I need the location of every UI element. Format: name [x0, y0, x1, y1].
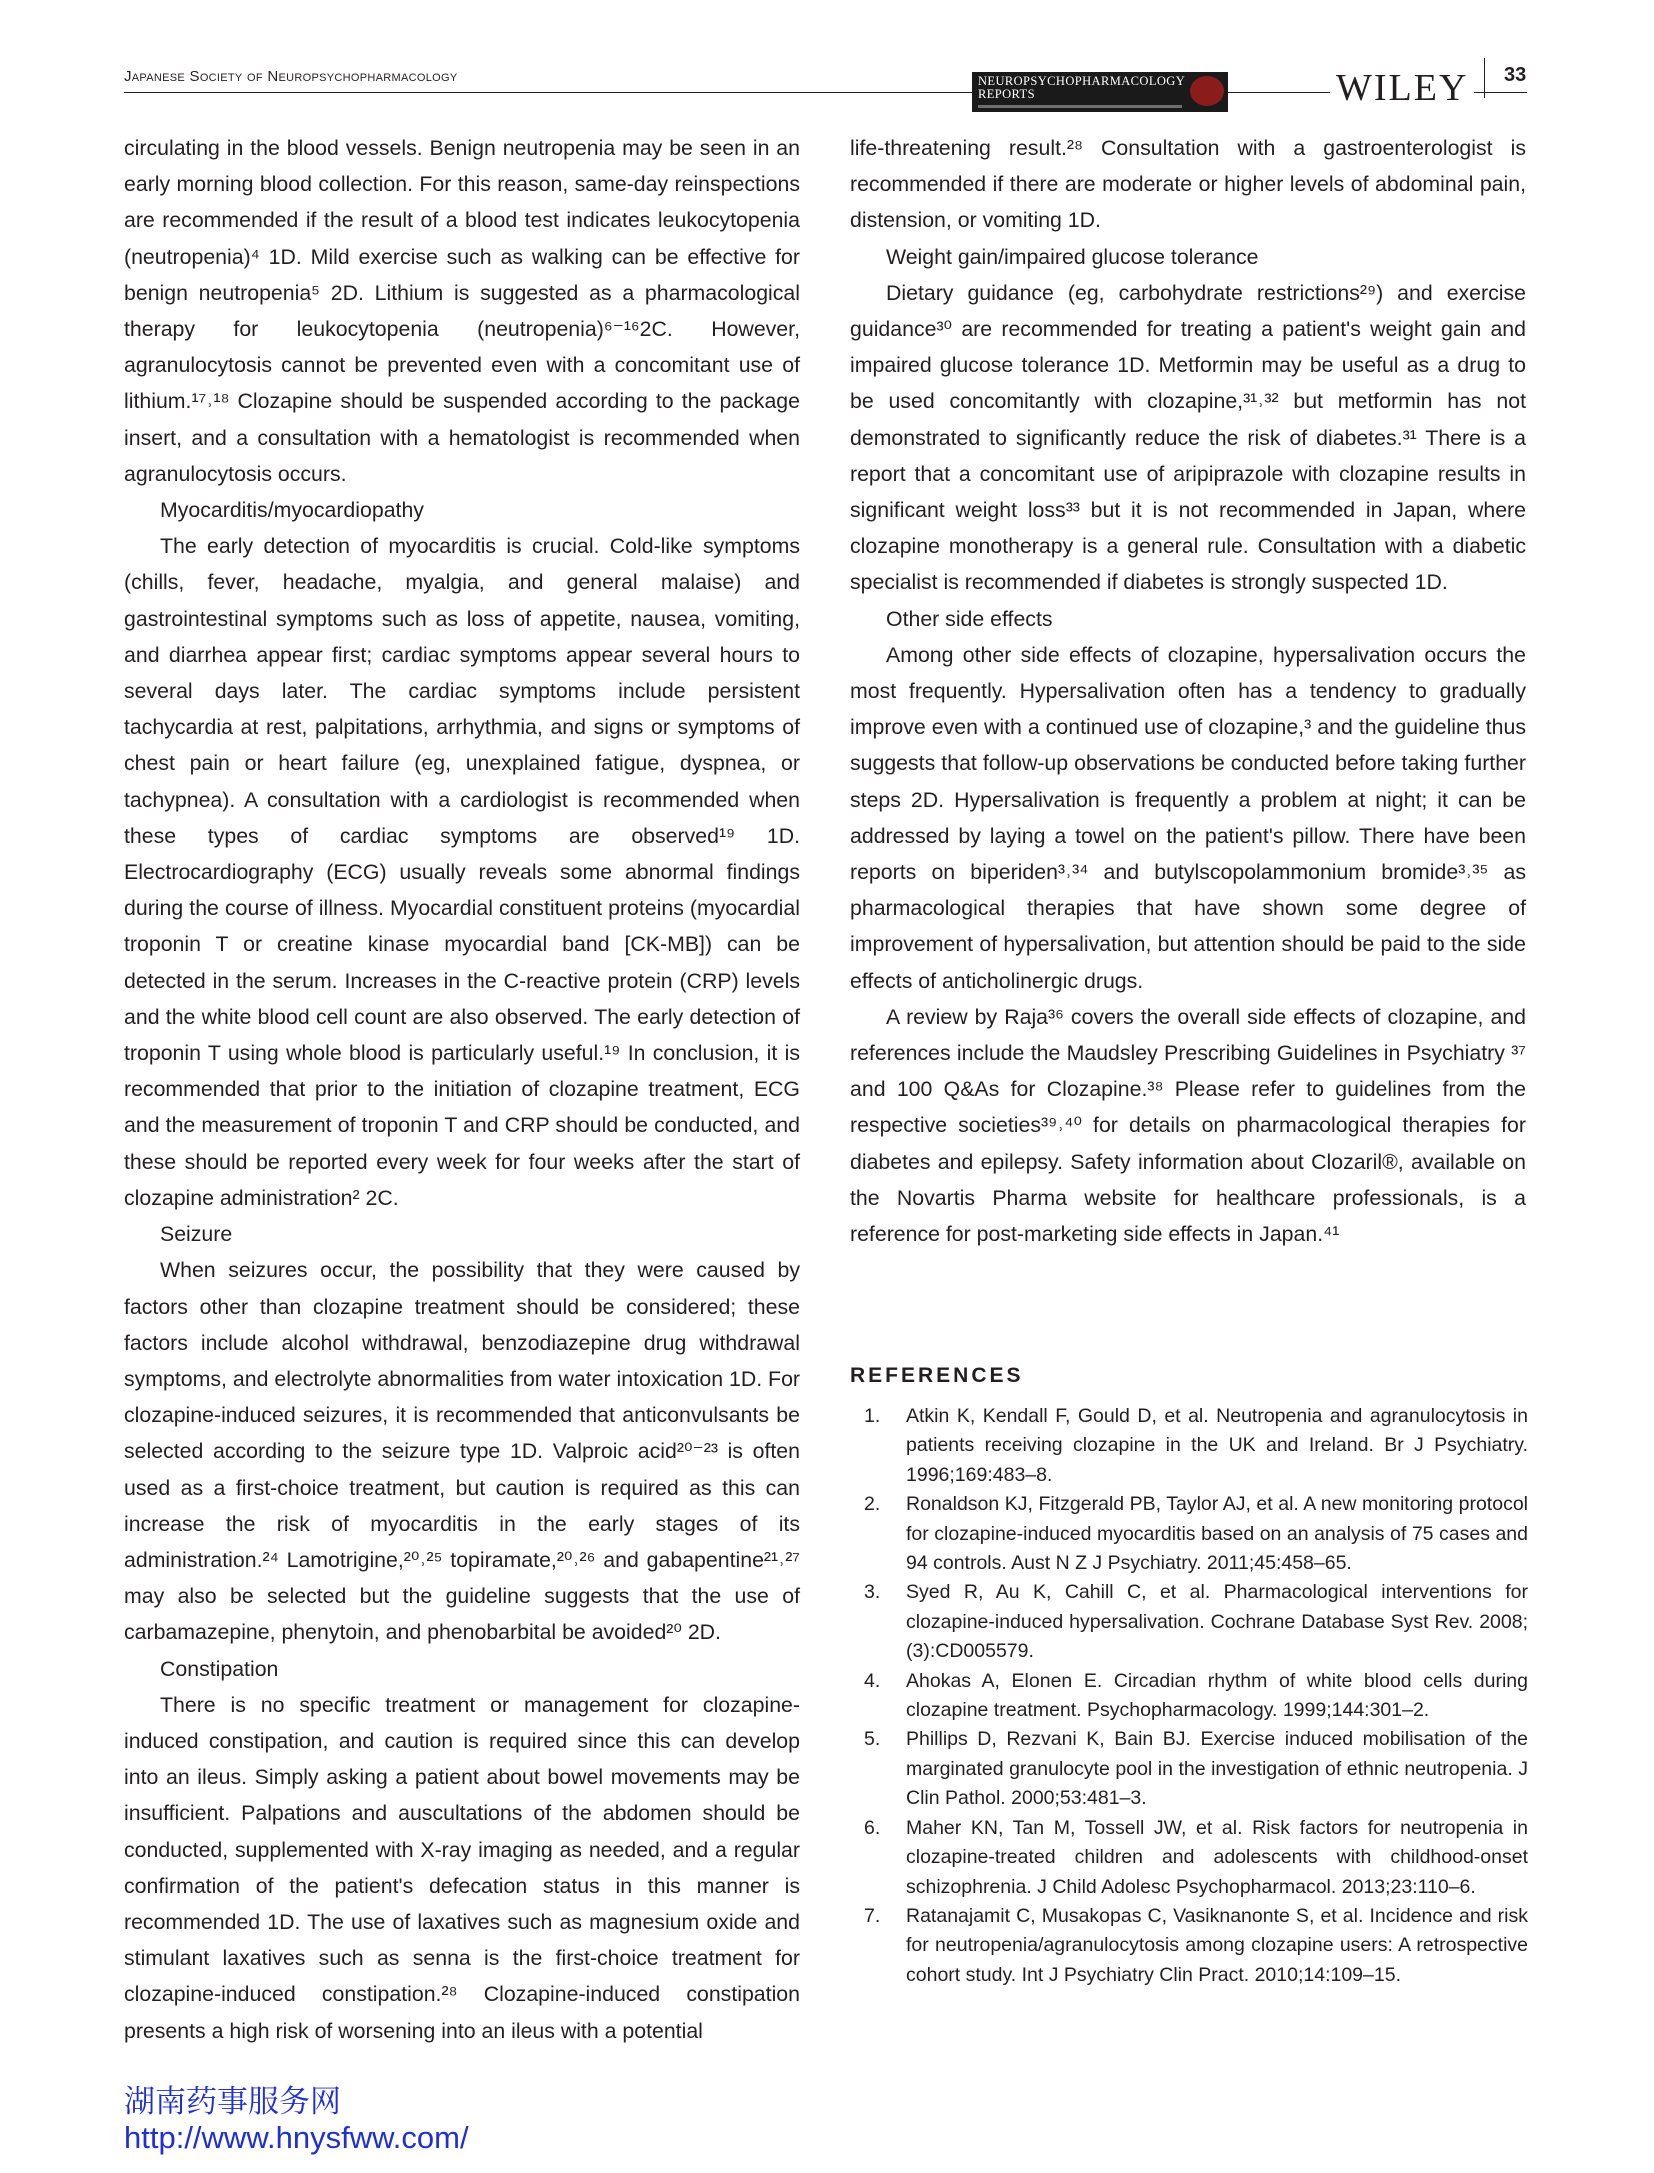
reference-item — [850, 1667, 1528, 1726]
reference-item — [850, 1490, 1528, 1578]
heading-constipation: Constipation — [160, 1656, 279, 1681]
heading-myocarditis: Myocarditis/myocardiopathy — [160, 498, 424, 523]
page-number: 33 — [1504, 64, 1527, 86]
society-header: Japanese Society of Neuropsychopharmacology — [124, 68, 458, 85]
references-title: REFERENCES — [850, 1364, 1024, 1387]
reference-number: 1. — [864, 1405, 881, 1427]
reference-number: 5. — [864, 1728, 881, 1751]
reference-item — [850, 1814, 1528, 1902]
reference-text: Atkin K, Kendall F, Gould D, et al. Neutropenia and agranulocytosis in patients receiving clozapine in the UK and Ireland. Br J Psychiatry. 1996;169:483–8. — [906, 1405, 1528, 1486]
watermark — [124, 2084, 469, 2156]
paragraph-constipation: There is no specific treatment or management for clozapine-induced constipation, and caution is required since this can develop into an ileus. Simply asking a patient about bowel movements may be insufficient. Palpations and auscultations of the abdomen should be conducted, supplemented with X-ray imaging as needed, and a regular confirmation of the patient's defecation status in this manner is recommended 1D. The use of laxatives such as magnesium oxide and stimulant laxatives such as senna is the first-choice treatment for clozapine-induced constipation.²⁸ Clozapine-induced constipation presents a high risk of worsening into an ileus with a potential — [124, 1692, 800, 2043]
journal-title-line2: REPORTS — [978, 87, 1035, 101]
paragraph-other-side-effects: Among other side effects of clozapine, hypersalivation occurs the most frequently. Hypersalivation often has a tendency to gradually improve even with a continued use of clozapine,³ and the guideline thus suggests that follow-up observations be conducted before taking further steps 2D. Hypersalivation is frequently a problem at night; it can be addressed by laying a towel on the patient's pillow. There have been reports on biperiden³˒³⁴ and butylscopolammonium bromide³˒³⁵ as pharmacological therapies that have shown some degree of improvement of hypersalivation, but attention should be paid to the side effects of anticholinergic drugs. — [850, 642, 1526, 993]
brain-icon — [1190, 76, 1224, 106]
watermark-site-name: 湖南药事服务网 — [124, 2084, 341, 2120]
paragraph-review: A review by Raja³⁶ covers the overall side effects of clozapine, and references include the Maudsley Prescribing Guidelines in Psychiatry ³⁷ and 100 Q&As for Clozapine.³⁸ Please refer to guidelines from the respective societies³⁹˒⁴⁰ for details on pharmacological therapies for diabetes and epilepsy. Safety information about Clozaril®, available on the Novartis Pharma website for healthcare professionals, is a reference for post-marketing side effects in Japan.⁴¹ — [850, 1004, 1526, 1247]
journal-bar — [978, 105, 1182, 108]
page-number-rule — [1484, 58, 1485, 98]
paragraph-myocarditis: The early detection of myocarditis is crucial. Cold-like symptoms (chills, fever, headache, myalgia, and general malaise) and gastrointestinal symptoms such as loss of appetite, nausea, vomiting, and diarrhea appear first; cardiac symptoms appear several hours to several days later. The cardiac symptoms include persistent tachycardia at rest, palpitations, arrhythmia, and signs or symptoms of chest pain or heart failure (eg, unexplained fatigue, dyspnea, or tachypnea). A consultation with a cardiologist is recommended when these types of cardiac symptoms are observed¹⁹ 1D. Electrocardiography (ECG) usually reveals some abnormal findings during the course of illness. Myocardial constituent proteins (myocardial troponin T or creatine kinase myocardial band [CK-MB]) can be detected in the serum. Increases in the C-reactive protein (CRP) levels and the white blood cell count are also observed. The early detection of troponin T using whole blood is particularly useful.¹⁹ In conclusion, it is recommended that prior to the initiation of clozapine treatment, ECG and the measurement of troponin T and CRP should be conducted, and these should be reported every week for four weeks after the start of clozapine administration² 2C. — [124, 534, 800, 1210]
paragraph-ileus: life-threatening result.²⁸ Consultation with a gastroenterologist is recommended if there are moderate or higher levels of abdominal pain, distension, or vomiting 1D. — [850, 136, 1526, 233]
reference-item — [850, 1902, 1528, 1990]
reference-number: 2. — [864, 1493, 881, 1516]
reference-text: Ahokas A, Elonen E. Circadian rhythm of white blood cells during clozapine treatment. Psychopharmacology. 1999;144:301–2. — [906, 1669, 1528, 1722]
left-column — [124, 130, 800, 2049]
paragraph-weight: Dietary guidance (eg, carbohydrate restrictions²⁹) and exercise guidance³⁰ are recommended for treating a patient's weight gain and impaired glucose tolerance 1D. Metformin may be useful as a drug to be used concomitantly with clozapine,³¹˒³² but metformin has not demonstrated to significantly reduce the risk of diabetes.³¹ There is a report that a concomitant use of aripiprazole with clozapine results in significant weight loss³³ but it is not recommended in Japan, where clozapine monotherapy is a general rule. Consultation with a diabetic specialist is recommended if diabetes is strongly suspected 1D. — [850, 280, 1526, 595]
reference-number: 7. — [864, 1904, 881, 1927]
reference-text: Ronaldson KJ, Fitzgerald PB, Taylor AJ, et al. A new monitoring protocol for clozapine-induced myocarditis based on an analysis of 75 cases and 94 controls. Aust N Z J Psychiatry. 2011;45:458–65. — [906, 1493, 1528, 1575]
wiley-dash — [1304, 92, 1332, 93]
reference-item — [850, 1578, 1528, 1666]
heading-seizure: Seizure — [160, 1222, 233, 1247]
heading-other-side-effects: Other side effects — [886, 606, 1053, 631]
heading-weight: Weight gain/impaired glucose tolerance — [886, 244, 1259, 269]
reference-text: Phillips D, Rezvani K, Bain BJ. Exercise induced mobilisation of the marginated granulocyte pool in the investigation of ethnic neutropenia. J Clin Pathol. 2000;53:481–3. — [906, 1728, 1528, 1810]
reference-number: 3. — [864, 1581, 881, 1604]
reference-number: 6. — [864, 1816, 881, 1839]
journal-title-line1: NEUROPSYCHOPHARMACOLOGY — [978, 74, 1186, 88]
paragraph-seizure: When seizures occur, the possibility that they were caused by factors other than clozapine treatment should be considered; these factors include alcohol withdrawal, benzodiazepine drug withdrawal symptoms, and electrolyte abnormalities from water intoxication 1D. For clozapine-induced seizures, it is recommended that anticonvulsants be selected according to the seizure type 1D. Valproic acid²⁰⁻²³ is often used as a first-choice treatment, but caution is required as this can increase the risk of myocarditis in the early stages of its administration.²⁴ Lamotrigine,²⁰˒²⁵ topiramate,²⁰˒²⁶ and gabapentine²¹˒²⁷ may also be selected but the guideline suggests that the use of carbamazepine, phenytoin, and phenobarbital be avoided²⁰ 2D. — [124, 1258, 800, 1645]
journal-logo — [972, 72, 1228, 112]
publisher-logo: WILEY — [1330, 66, 1474, 110]
reference-text: Ratanajamit C, Musakopas C, Vasiknanonte S, et al. Incidence and risk for neutropenia/agranulocytosis among clozapine users: A retrospective cohort study. Int J Psychiatry Clin Pract. 2010;14:109–15. — [906, 1904, 1528, 1986]
references-list — [850, 1402, 1528, 1990]
watermark-url-link[interactable]: http://www.hnysfww.com/ — [124, 2120, 469, 2155]
right-column — [850, 130, 1526, 1252]
reference-item — [850, 1725, 1528, 1813]
reference-text: Syed R, Au K, Cahill C, et al. Pharmacological interventions for clozapine-induced hypersalivation. Cochrane Database Syst Rev. 2008;(3):CD005579. — [906, 1581, 1528, 1663]
reference-item — [850, 1402, 1528, 1490]
reference-number: 4. — [864, 1669, 881, 1692]
reference-text: Maher KN, Tan M, Tossell JW, et al. Risk factors for neutropenia in clozapine-treated children and adolescents with childhood-onset schizophrenia. J Child Adolesc Psychopharmacol. 2013;23:110–6. — [906, 1816, 1528, 1898]
paragraph-neutropenia: circulating in the blood vessels. Benign neutropenia may be seen in an early morning blood collection. For this reason, same-day reinspections are recommended if the result of a blood test indicates leukocytopenia (neutropenia)⁴ 1D. Mild exercise such as walking can be effective for benign neutropenia⁵ 2D. Lithium is suggested as a pharmacological therapy for leukocytopenia (neutropenia)⁶⁻¹⁶2C. However, agranulocytosis cannot be prevented even with a concomitant use of lithium.¹⁷˒¹⁸ Clozapine should be suspended according to the package insert, and a consultation with a hematologist is recommended when agranulocytosis occurs. — [124, 136, 800, 486]
